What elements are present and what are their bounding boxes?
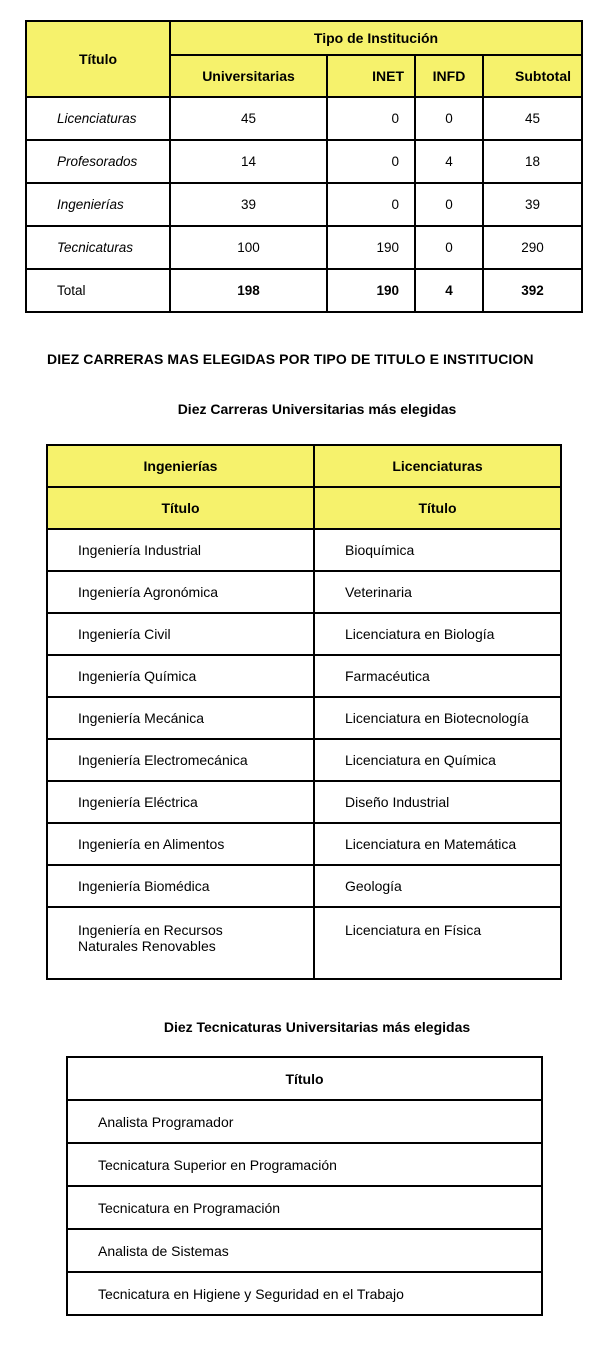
header-tipo-institucion: Tipo de Institución — [170, 21, 582, 55]
cell-tecnicatura: Tecnicatura en Programación — [67, 1186, 542, 1229]
cell-licenciatura: Diseño Industrial — [314, 781, 561, 823]
row-label: Tecnicaturas — [26, 226, 170, 269]
row-label: Licenciaturas — [26, 97, 170, 140]
cell-value: 0 — [327, 183, 415, 226]
table-row — [67, 1229, 542, 1272]
table-row — [47, 781, 561, 823]
col-header-subtotal: Subtotal — [483, 55, 582, 97]
cell-value: 290 — [483, 226, 582, 269]
table-row — [47, 697, 561, 739]
total-label: Total — [26, 269, 170, 312]
table-row — [67, 1272, 542, 1315]
cell-value: 0 — [327, 140, 415, 183]
cell-ingenieria: Ingeniería Electromecánica — [47, 739, 314, 781]
table-row — [47, 865, 561, 907]
sub-header-titulo: Título — [47, 487, 314, 529]
cell-tecnicatura: Analista de Sistemas — [67, 1229, 542, 1272]
cell-tecnicatura: Analista Programador — [67, 1100, 542, 1143]
total-row — [26, 269, 582, 312]
cell-licenciatura: Licenciatura en Física — [314, 907, 561, 979]
cell-value: 0 — [327, 97, 415, 140]
cell-licenciatura: Licenciatura en Química — [314, 739, 561, 781]
cell-value: 18 — [483, 140, 582, 183]
cell-value: 190 — [327, 226, 415, 269]
table-row — [26, 226, 582, 269]
universitarias-table — [46, 444, 562, 980]
cell-value: 4 — [415, 140, 483, 183]
row-label: Profesorados — [26, 140, 170, 183]
row-label: Ingenierías — [26, 183, 170, 226]
cell-ingenieria: Ingeniería Industrial — [47, 529, 314, 571]
cell-ingenieria: Ingeniería Agronómica — [47, 571, 314, 613]
total-value: 198 — [170, 269, 327, 312]
table-row — [67, 1100, 542, 1143]
cell-value: 39 — [483, 183, 582, 226]
cell-value: 0 — [415, 97, 483, 140]
summary-table — [25, 20, 583, 313]
total-value: 4 — [415, 269, 483, 312]
table-row — [47, 613, 561, 655]
table-row — [26, 97, 582, 140]
table-row — [47, 571, 561, 613]
cell-ingenieria: Ingeniería Biomédica — [47, 865, 314, 907]
cell-value: 45 — [483, 97, 582, 140]
cell-value: 0 — [415, 226, 483, 269]
cell-value: 0 — [415, 183, 483, 226]
table-row — [67, 1186, 542, 1229]
cell-licenciatura: Licenciatura en Matemática — [314, 823, 561, 865]
cell-licenciatura: Licenciatura en Biología — [314, 613, 561, 655]
group-header-licenciaturas: Licenciaturas — [314, 445, 561, 487]
tecnicaturas-caption: Diez Tecnicaturas Universitarias más elegidas — [163, 1019, 471, 1035]
col-header-inet: INET — [327, 55, 415, 97]
cell-value: 100 — [170, 226, 327, 269]
total-value: 190 — [327, 269, 415, 312]
cell-ingenieria: Ingeniería Civil — [47, 613, 314, 655]
group-header-ingenierias: Ingenierías — [47, 445, 314, 487]
cell-licenciatura: Licenciatura en Biotecnología — [314, 697, 561, 739]
table-row — [47, 823, 561, 865]
universitarias-caption: Diez Carreras Universitarias más elegidas — [177, 401, 457, 417]
table-row — [26, 183, 582, 226]
cell-ingenieria: Ingeniería Química — [47, 655, 314, 697]
tecnicaturas-table — [66, 1056, 543, 1316]
col-header-universitarias: Universitarias — [170, 55, 327, 97]
cell-licenciatura: Bioquímica — [314, 529, 561, 571]
cell-tecnicatura: Tecnicatura en Higiene y Seguridad en el Trabajo — [67, 1272, 542, 1315]
cell-ingenieria: Ingeniería Eléctrica — [47, 781, 314, 823]
cell-value: 45 — [170, 97, 327, 140]
table-row — [47, 739, 561, 781]
total-value: 392 — [483, 269, 582, 312]
table-row — [26, 140, 582, 183]
header-titulo: Título — [67, 1057, 542, 1100]
col-header-infd: INFD — [415, 55, 483, 97]
cell-licenciatura: Farmacéutica — [314, 655, 561, 697]
sub-header-titulo: Título — [314, 487, 561, 529]
table-row — [47, 655, 561, 697]
cell-ingenieria: Ingeniería en Recursos Naturales Renovables — [47, 907, 314, 979]
cell-value: 14 — [170, 140, 327, 183]
table-row — [47, 529, 561, 571]
cell-value: 39 — [170, 183, 327, 226]
cell-licenciatura: Veterinaria — [314, 571, 561, 613]
table-row — [47, 907, 561, 979]
header-titulo: Título — [26, 21, 170, 97]
cell-licenciatura: Geología — [314, 865, 561, 907]
cell-tecnicatura: Tecnicatura Superior en Programación — [67, 1143, 542, 1186]
cell-ingenieria: Ingeniería Mecánica — [47, 697, 314, 739]
section-heading: DIEZ CARRERAS MAS ELEGIDAS POR TIPO DE TITULO E INSTITUCION — [47, 351, 534, 367]
table-row — [67, 1143, 542, 1186]
cell-ingenieria: Ingeniería en Alimentos — [47, 823, 314, 865]
